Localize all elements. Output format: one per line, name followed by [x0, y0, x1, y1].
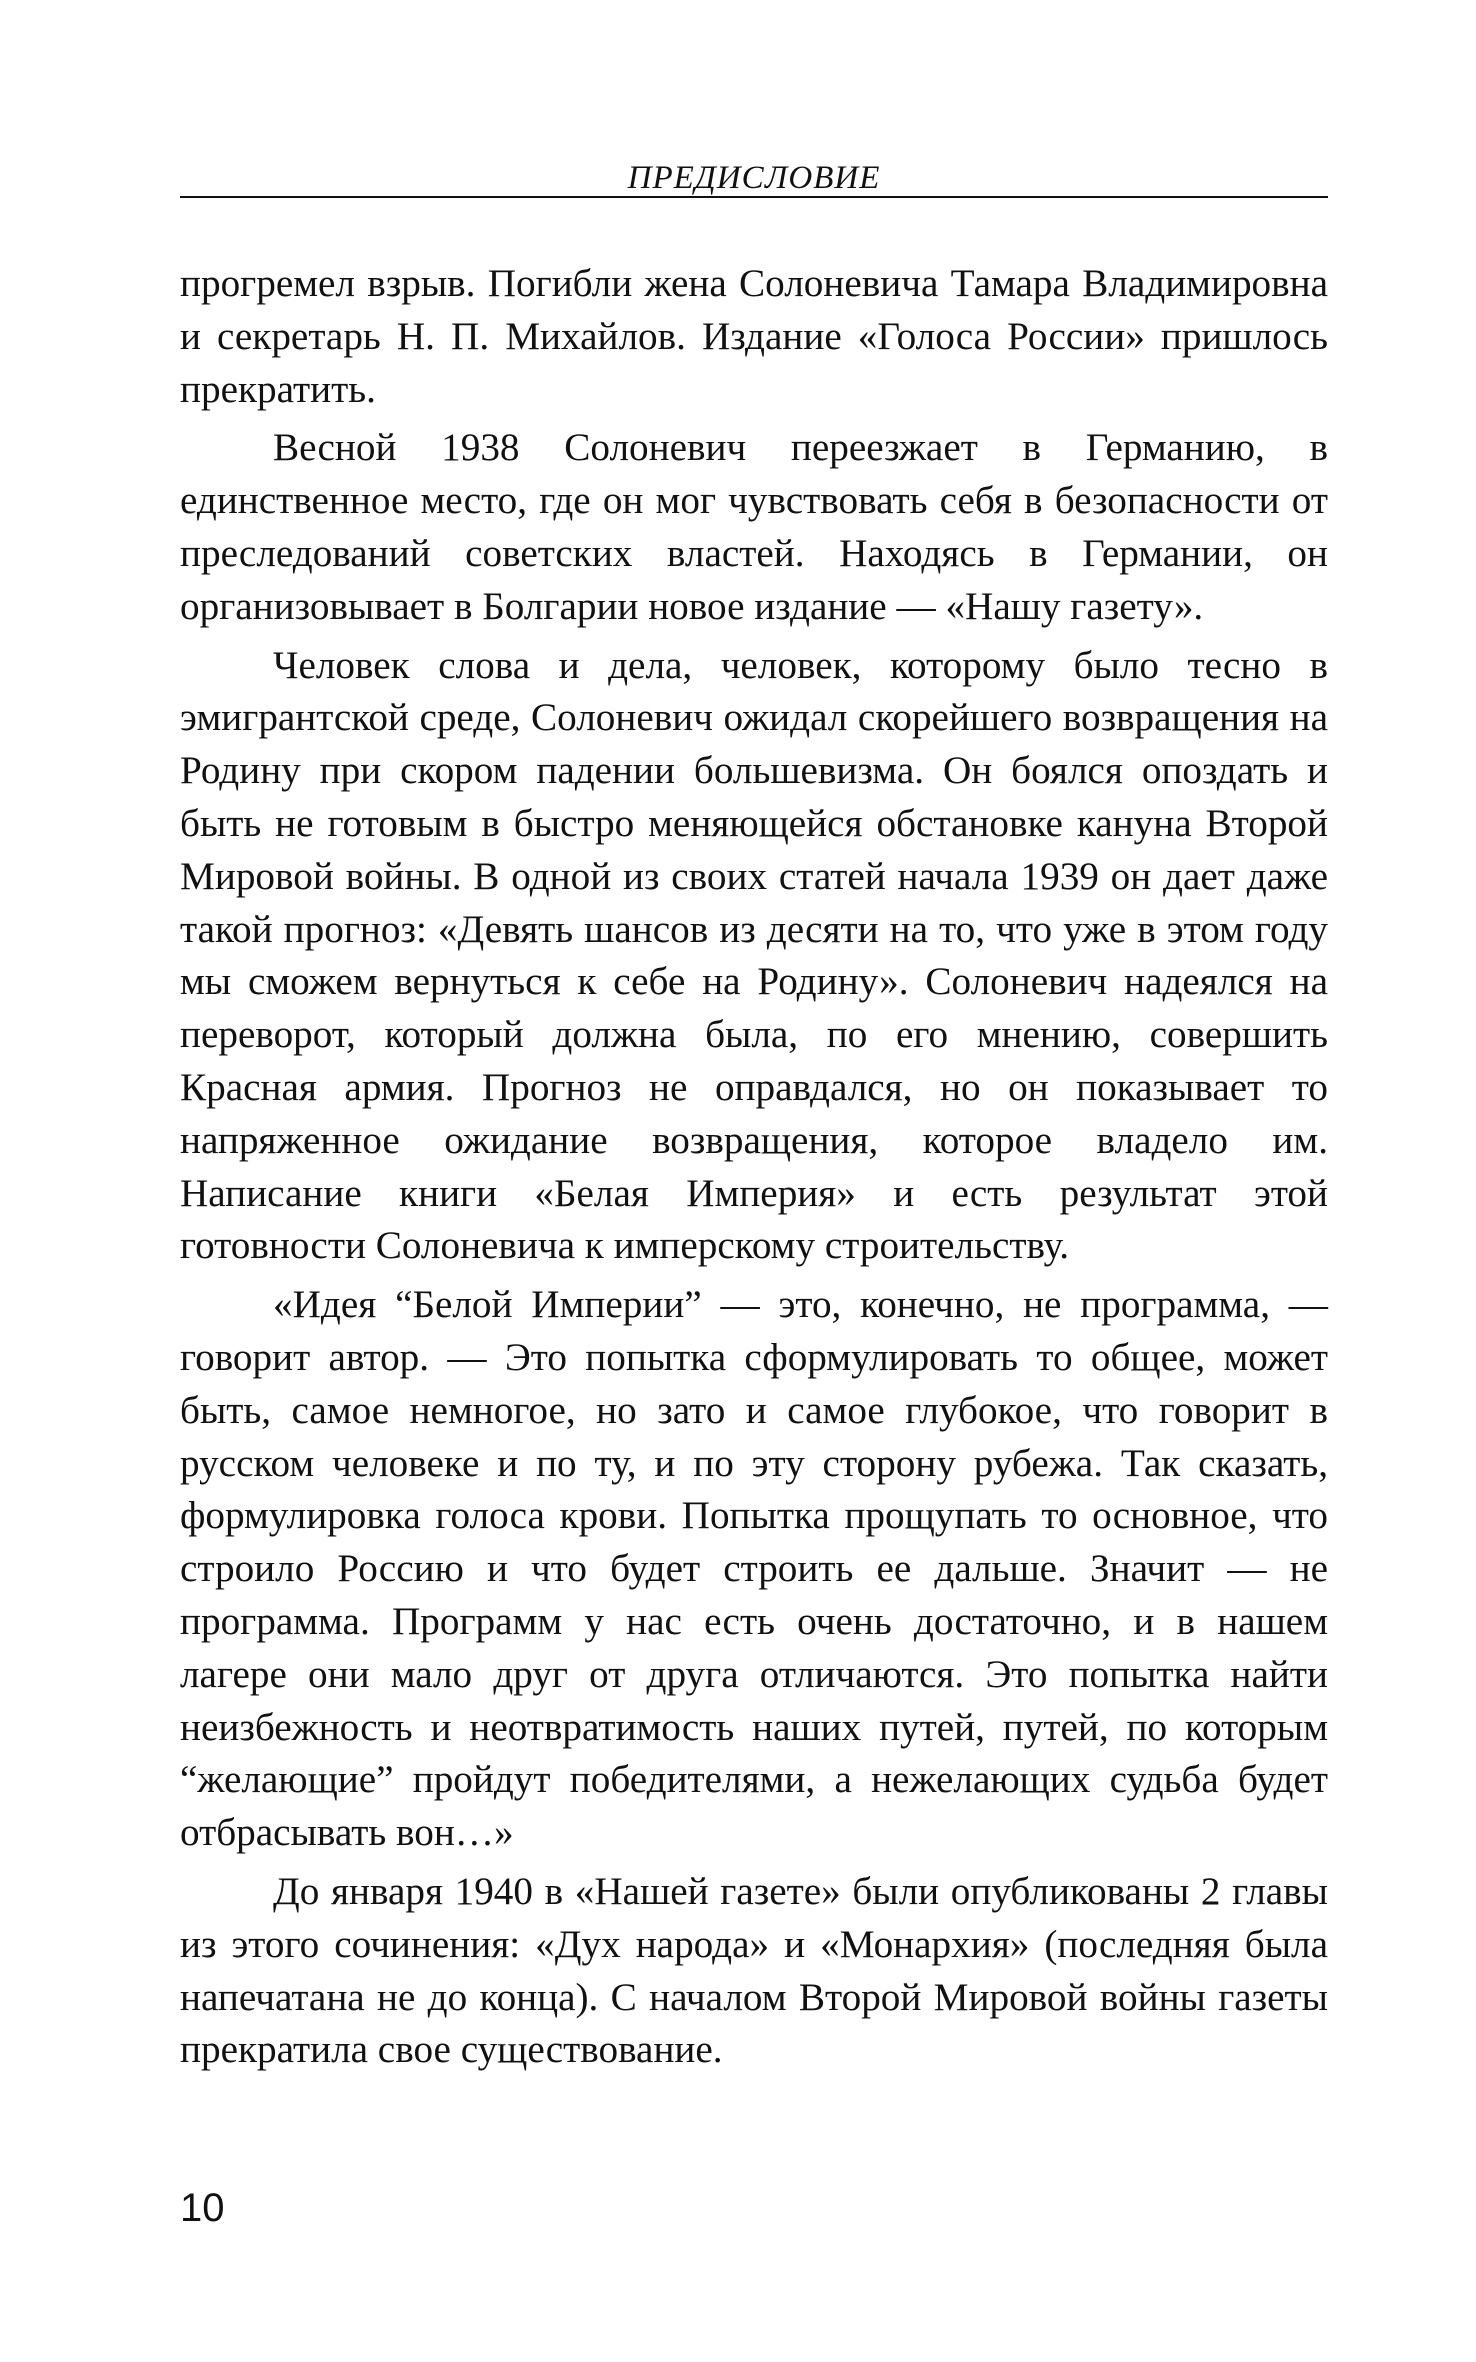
paragraph: Весной 1938 Солоневич переезжает в Германию, в единственное место, где он мог чувствовать себя в безопасности от преследований советских властей. Находясь в Германии, он организовывает в Болгарии новое издание — «Нашу газету». — [180, 426, 1328, 628]
running-header: ПРЕДИСЛОВИЕ — [627, 160, 881, 196]
paragraph: До января 1940 в «Нашей газете» были опубликованы 2 главы из этого сочинения: «Дух народа» и «Монархия» (последняя была напечатана не до конца). С началом Второй Мировой войны газеты прекратила свое существование. — [180, 1869, 1328, 2072]
body-text — [180, 258, 1328, 2077]
header-rule — [180, 196, 1328, 198]
paragraph: Человек слова и дела, человек, которому было тесно в эмигрантской среде, Солоневич ожидал скорейшего возвращения на Родину при скором падении большевизма. Он боялся опоздать и быть не готовым в быстро меняющейся обстановке кануна Второй Мировой войны. В одной из своих статей начала 1939 он дает даже такой прогноз: «Девять шансов из десяти на то, что уже в этом году мы сможем вернуться к себе на Родину». Солоневич надеялся на переворот, который должна была, по его мнению, совершить Красная армия. Прогноз не оправдался, но он показывает то напряженное ожидание возвращения, которое владело им. Написание книги «Белая Империя» и есть результат этой готовности Солоневича к имперскому строительству. — [180, 643, 1328, 1268]
page-number: 10 — [180, 2186, 225, 2230]
paragraph-quote: «Идея “Белой Империи” — это, конечно, не программа, — говорит автор. — Это попытка сформулировать то общее, может быть, самое немногое, но зато и самое глубокое, что говорит в русском человеке и по ту, и по эту сторону рубежа. Так сказать, формулировка голоса крови. Попытка прощупать то основное, что строило Россию и что будет строить ее дальше. Значит — не программа. Программ у нас есть очень достаточно, и в нашем лагере они мало друг от друга отличаются. Это попытка найти неизбежность и неотвратимость наших путей, путей, по которым “желающие” пройдут победителями, а нежелающих судьба будет отбрасывать вон…» — [180, 1283, 1328, 1855]
paragraph-continuation: прогремел взрыв. Погибли жена Солоневича Тамара Владимировна и секретарь Н. П. Михайлов. Издание «Голоса России» пришлось прекратить. — [180, 262, 1328, 411]
